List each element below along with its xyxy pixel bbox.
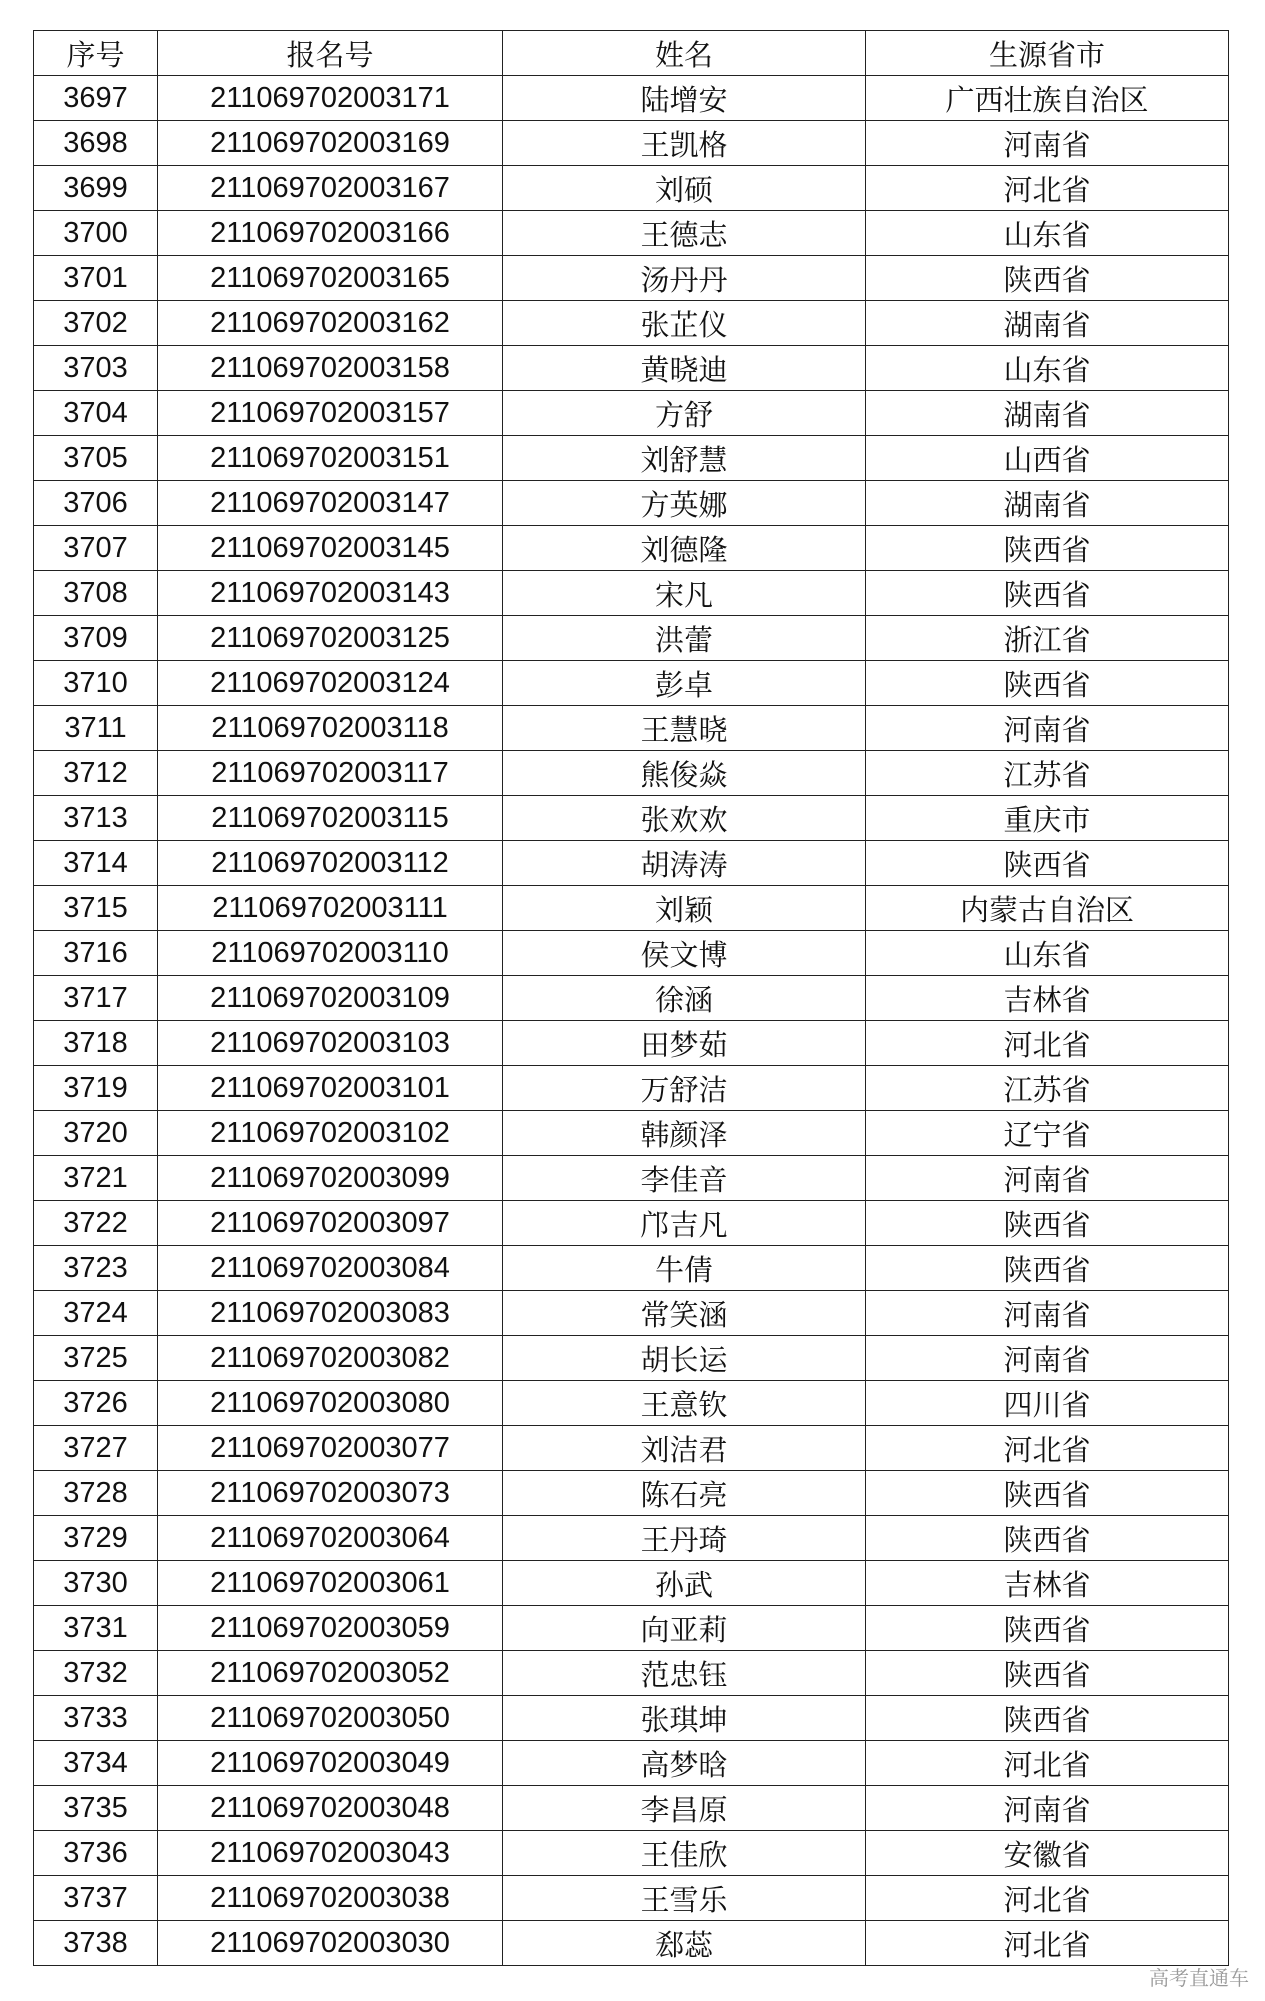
cell-registration-no: 211069702003084	[158, 1246, 503, 1291]
cell-origin-province: 陕西省	[866, 1201, 1229, 1246]
cell-origin-province: 河北省	[866, 1021, 1229, 1066]
cell-seq: 3736	[34, 1831, 158, 1876]
table-row	[34, 706, 1229, 751]
cell-seq: 3712	[34, 751, 158, 796]
cell-seq: 3731	[34, 1606, 158, 1651]
cell-registration-no: 211069702003082	[158, 1336, 503, 1381]
table-row	[34, 931, 1229, 976]
table-row	[34, 1336, 1229, 1381]
cell-registration-no: 211069702003059	[158, 1606, 503, 1651]
table-row	[34, 481, 1229, 526]
cell-origin-province: 浙江省	[866, 616, 1229, 661]
table-body	[34, 76, 1229, 1966]
table-row	[34, 1561, 1229, 1606]
cell-seq: 3701	[34, 256, 158, 301]
cell-origin-province: 河北省	[866, 1921, 1229, 1966]
cell-seq: 3738	[34, 1921, 158, 1966]
cell-seq: 3710	[34, 661, 158, 706]
table-row	[34, 1876, 1229, 1921]
table-header-row	[34, 31, 1229, 76]
cell-seq: 3714	[34, 841, 158, 886]
cell-origin-province: 河南省	[866, 1291, 1229, 1336]
cell-origin-province: 河南省	[866, 1156, 1229, 1201]
cell-seq: 3706	[34, 481, 158, 526]
cell-name: 陆增安	[503, 76, 866, 121]
cell-name: 张琪坤	[503, 1696, 866, 1741]
cell-registration-no: 211069702003077	[158, 1426, 503, 1471]
cell-name: 熊俊焱	[503, 751, 866, 796]
table-row	[34, 1201, 1229, 1246]
cell-registration-no: 211069702003043	[158, 1831, 503, 1876]
table-row	[34, 1111, 1229, 1156]
cell-origin-province: 河南省	[866, 121, 1229, 166]
cell-name: 牛倩	[503, 1246, 866, 1291]
header-name: 姓名	[503, 31, 866, 76]
table-row	[34, 841, 1229, 886]
table-row	[34, 1606, 1229, 1651]
cell-registration-no: 211069702003151	[158, 436, 503, 481]
cell-registration-no: 211069702003097	[158, 1201, 503, 1246]
cell-name: 刘颖	[503, 886, 866, 931]
cell-registration-no: 211069702003099	[158, 1156, 503, 1201]
cell-seq: 3733	[34, 1696, 158, 1741]
table-row	[34, 571, 1229, 616]
cell-registration-no: 211069702003052	[158, 1651, 503, 1696]
cell-seq: 3728	[34, 1471, 158, 1516]
cell-name: 邝吉凡	[503, 1201, 866, 1246]
cell-seq: 3718	[34, 1021, 158, 1066]
cell-seq: 3734	[34, 1741, 158, 1786]
cell-origin-province: 湖南省	[866, 301, 1229, 346]
cell-seq: 3735	[34, 1786, 158, 1831]
table-row	[34, 391, 1229, 436]
cell-seq: 3723	[34, 1246, 158, 1291]
cell-seq: 3721	[34, 1156, 158, 1201]
cell-origin-province: 辽宁省	[866, 1111, 1229, 1156]
cell-name: 彭卓	[503, 661, 866, 706]
cell-seq: 3722	[34, 1201, 158, 1246]
cell-seq: 3708	[34, 571, 158, 616]
cell-seq: 3699	[34, 166, 158, 211]
cell-name: 范忠钰	[503, 1651, 866, 1696]
cell-seq: 3704	[34, 391, 158, 436]
cell-name: 郄蕊	[503, 1921, 866, 1966]
cell-registration-no: 211069702003117	[158, 751, 503, 796]
table-row	[34, 661, 1229, 706]
table-row	[34, 526, 1229, 571]
table-row	[34, 1696, 1229, 1741]
table-row	[34, 1381, 1229, 1426]
cell-registration-no: 211069702003030	[158, 1921, 503, 1966]
cell-name: 王丹琦	[503, 1516, 866, 1561]
cell-name: 刘硕	[503, 166, 866, 211]
cell-name: 韩颜泽	[503, 1111, 866, 1156]
cell-name: 方舒	[503, 391, 866, 436]
table-row	[34, 796, 1229, 841]
table-row	[34, 1516, 1229, 1561]
cell-seq: 3724	[34, 1291, 158, 1336]
header-registration-no: 报名号	[158, 31, 503, 76]
cell-seq: 3717	[34, 976, 158, 1021]
cell-seq: 3713	[34, 796, 158, 841]
cell-registration-no: 211069702003167	[158, 166, 503, 211]
cell-name: 高梦晗	[503, 1741, 866, 1786]
cell-seq: 3698	[34, 121, 158, 166]
cell-name: 向亚莉	[503, 1606, 866, 1651]
cell-origin-province: 广西壮族自治区	[866, 76, 1229, 121]
cell-registration-no: 211069702003102	[158, 1111, 503, 1156]
cell-seq: 3700	[34, 211, 158, 256]
cell-seq: 3726	[34, 1381, 158, 1426]
table-row	[34, 436, 1229, 481]
cell-name: 方英娜	[503, 481, 866, 526]
table-row	[34, 1741, 1229, 1786]
cell-name: 王雪乐	[503, 1876, 866, 1921]
cell-name: 王慧晓	[503, 706, 866, 751]
cell-registration-no: 211069702003050	[158, 1696, 503, 1741]
header-origin-province: 生源省市	[866, 31, 1229, 76]
cell-name: 王凯格	[503, 121, 866, 166]
cell-origin-province: 陕西省	[866, 841, 1229, 886]
table-row	[34, 1066, 1229, 1111]
cell-registration-no: 211069702003111	[158, 886, 503, 931]
cell-registration-no: 211069702003049	[158, 1741, 503, 1786]
cell-name: 李佳音	[503, 1156, 866, 1201]
cell-seq: 3709	[34, 616, 158, 661]
cell-seq: 3703	[34, 346, 158, 391]
cell-origin-province: 河南省	[866, 706, 1229, 751]
cell-origin-province: 陕西省	[866, 1471, 1229, 1516]
cell-registration-no: 211069702003073	[158, 1471, 503, 1516]
cell-seq: 3730	[34, 1561, 158, 1606]
cell-registration-no: 211069702003125	[158, 616, 503, 661]
cell-origin-province: 河北省	[866, 166, 1229, 211]
cell-name: 刘德隆	[503, 526, 866, 571]
table-row	[34, 1021, 1229, 1066]
cell-registration-no: 211069702003169	[158, 121, 503, 166]
cell-name: 田梦茹	[503, 1021, 866, 1066]
cell-name: 张芷仪	[503, 301, 866, 346]
table-row	[34, 256, 1229, 301]
cell-origin-province: 吉林省	[866, 976, 1229, 1021]
cell-registration-no: 211069702003048	[158, 1786, 503, 1831]
cell-registration-no: 211069702003171	[158, 76, 503, 121]
cell-seq: 3720	[34, 1111, 158, 1156]
table-row	[34, 751, 1229, 796]
table-row	[34, 616, 1229, 661]
cell-name: 孙武	[503, 1561, 866, 1606]
cell-registration-no: 211069702003083	[158, 1291, 503, 1336]
cell-origin-province: 湖南省	[866, 391, 1229, 436]
cell-seq: 3727	[34, 1426, 158, 1471]
cell-name: 万舒洁	[503, 1066, 866, 1111]
cell-name: 王佳欣	[503, 1831, 866, 1876]
cell-origin-province: 陕西省	[866, 571, 1229, 616]
cell-registration-no: 211069702003166	[158, 211, 503, 256]
cell-registration-no: 211069702003118	[158, 706, 503, 751]
cell-registration-no: 211069702003115	[158, 796, 503, 841]
table-row	[34, 1246, 1229, 1291]
cell-registration-no: 211069702003162	[158, 301, 503, 346]
table-row	[34, 1471, 1229, 1516]
cell-origin-province: 湖南省	[866, 481, 1229, 526]
cell-name: 洪蕾	[503, 616, 866, 661]
cell-name: 汤丹丹	[503, 256, 866, 301]
cell-registration-no: 211069702003143	[158, 571, 503, 616]
cell-registration-no: 211069702003124	[158, 661, 503, 706]
cell-origin-province: 河南省	[866, 1786, 1229, 1831]
cell-name: 刘舒慧	[503, 436, 866, 481]
cell-name: 宋凡	[503, 571, 866, 616]
cell-name: 陈石亮	[503, 1471, 866, 1516]
table-row	[34, 1156, 1229, 1201]
cell-registration-no: 211069702003157	[158, 391, 503, 436]
table-row	[34, 121, 1229, 166]
cell-name: 常笑涵	[503, 1291, 866, 1336]
cell-registration-no: 211069702003165	[158, 256, 503, 301]
cell-registration-no: 211069702003101	[158, 1066, 503, 1111]
cell-origin-province: 河北省	[866, 1876, 1229, 1921]
cell-seq: 3725	[34, 1336, 158, 1381]
table-row	[34, 886, 1229, 931]
cell-origin-province: 河北省	[866, 1426, 1229, 1471]
cell-origin-province: 安徽省	[866, 1831, 1229, 1876]
cell-origin-province: 山东省	[866, 211, 1229, 256]
cell-origin-province: 江苏省	[866, 1066, 1229, 1111]
cell-registration-no: 211069702003064	[158, 1516, 503, 1561]
cell-name: 王意钦	[503, 1381, 866, 1426]
cell-registration-no: 211069702003145	[158, 526, 503, 571]
table-row	[34, 166, 1229, 211]
table-row	[34, 1786, 1229, 1831]
table-row	[34, 1651, 1229, 1696]
cell-name: 徐涵	[503, 976, 866, 1021]
roster-table	[33, 30, 1229, 1966]
cell-seq: 3711	[34, 706, 158, 751]
table-row	[34, 976, 1229, 1021]
cell-name: 李昌原	[503, 1786, 866, 1831]
cell-registration-no: 211069702003080	[158, 1381, 503, 1426]
cell-name: 侯文博	[503, 931, 866, 976]
cell-origin-province: 山东省	[866, 346, 1229, 391]
cell-origin-province: 陕西省	[866, 1696, 1229, 1741]
cell-registration-no: 211069702003112	[158, 841, 503, 886]
cell-origin-province: 陕西省	[866, 526, 1229, 571]
table-row	[34, 76, 1229, 121]
cell-registration-no: 211069702003110	[158, 931, 503, 976]
table-row	[34, 211, 1229, 256]
cell-seq: 3729	[34, 1516, 158, 1561]
cell-origin-province: 陕西省	[866, 1246, 1229, 1291]
cell-origin-province: 吉林省	[866, 1561, 1229, 1606]
cell-name: 刘洁君	[503, 1426, 866, 1471]
cell-registration-no: 211069702003147	[158, 481, 503, 526]
cell-origin-province: 陕西省	[866, 256, 1229, 301]
cell-origin-province: 陕西省	[866, 1516, 1229, 1561]
cell-name: 胡涛涛	[503, 841, 866, 886]
cell-origin-province: 河北省	[866, 1741, 1229, 1786]
cell-registration-no: 211069702003158	[158, 346, 503, 391]
cell-registration-no: 211069702003038	[158, 1876, 503, 1921]
table-row	[34, 1291, 1229, 1336]
cell-origin-province: 重庆市	[866, 796, 1229, 841]
table-row	[34, 1426, 1229, 1471]
cell-origin-province: 河南省	[866, 1336, 1229, 1381]
cell-seq: 3737	[34, 1876, 158, 1921]
watermark: 高考直通车	[1149, 1966, 1249, 1990]
table-row	[34, 1921, 1229, 1966]
cell-registration-no: 211069702003109	[158, 976, 503, 1021]
cell-origin-province: 山西省	[866, 436, 1229, 481]
cell-name: 张欢欢	[503, 796, 866, 841]
cell-name: 胡长运	[503, 1336, 866, 1381]
cell-seq: 3702	[34, 301, 158, 346]
cell-seq: 3705	[34, 436, 158, 481]
cell-seq: 3732	[34, 1651, 158, 1696]
table-row	[34, 346, 1229, 391]
cell-seq: 3715	[34, 886, 158, 931]
cell-registration-no: 211069702003061	[158, 1561, 503, 1606]
cell-origin-province: 四川省	[866, 1381, 1229, 1426]
cell-seq: 3719	[34, 1066, 158, 1111]
cell-origin-province: 陕西省	[866, 1606, 1229, 1651]
cell-name: 王德志	[503, 211, 866, 256]
cell-seq: 3707	[34, 526, 158, 571]
cell-seq: 3697	[34, 76, 158, 121]
table-row	[34, 301, 1229, 346]
cell-origin-province: 山东省	[866, 931, 1229, 976]
table-row	[34, 1831, 1229, 1876]
cell-origin-province: 陕西省	[866, 1651, 1229, 1696]
cell-registration-no: 211069702003103	[158, 1021, 503, 1066]
cell-origin-province: 江苏省	[866, 751, 1229, 796]
cell-seq: 3716	[34, 931, 158, 976]
cell-name: 黄晓迪	[503, 346, 866, 391]
cell-origin-province: 内蒙古自治区	[866, 886, 1229, 931]
cell-origin-province: 陕西省	[866, 661, 1229, 706]
header-seq: 序号	[34, 31, 158, 76]
